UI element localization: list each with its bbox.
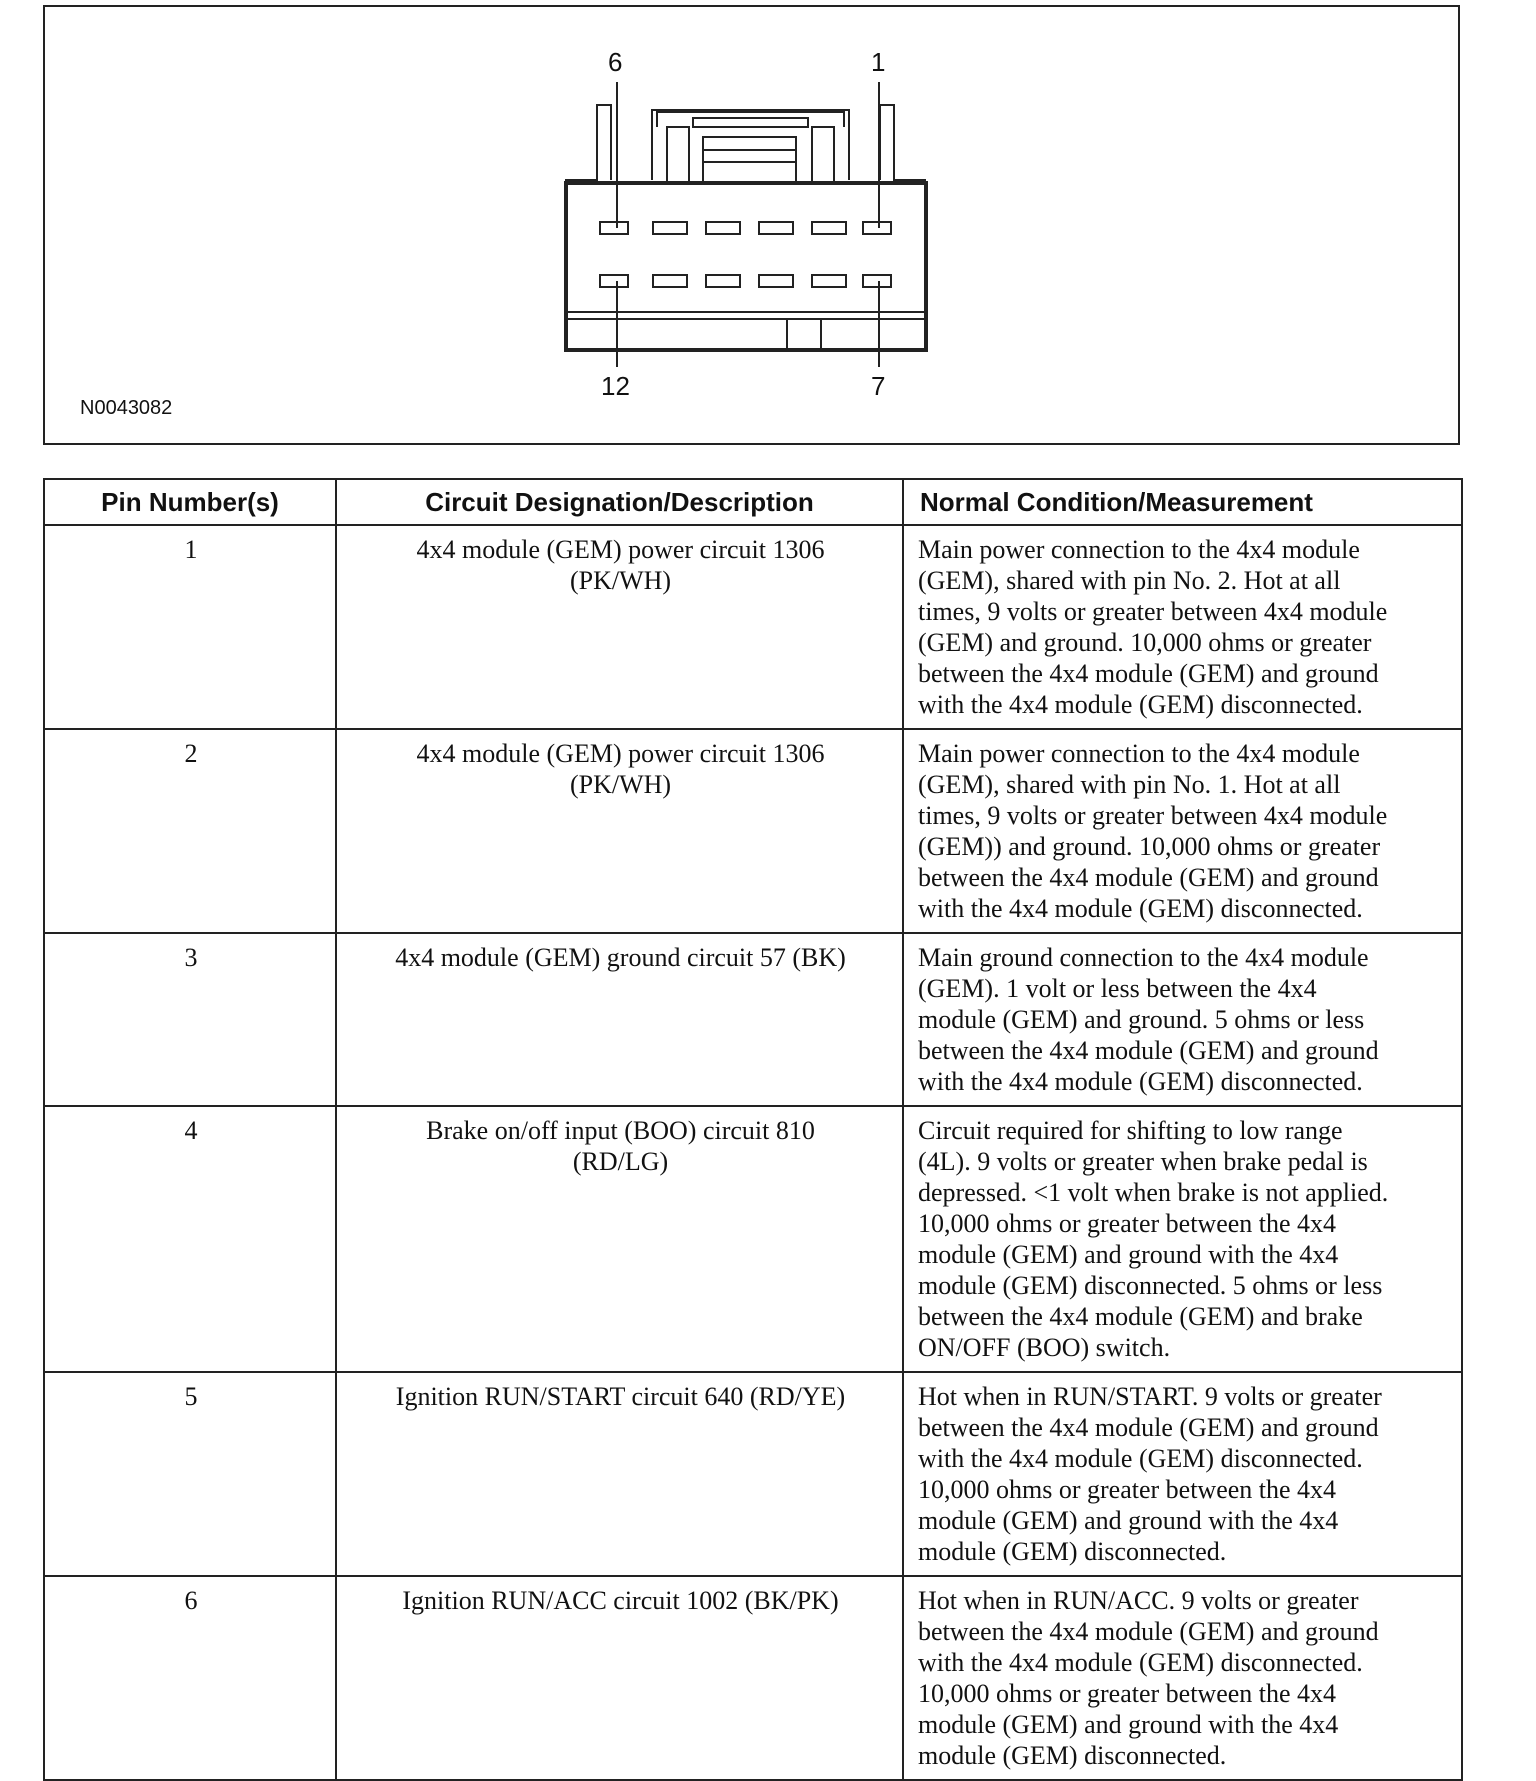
condition-measurement — [903, 1372, 1462, 1576]
condition-line: between the 4x4 module (GEM) and ground — [918, 1617, 1379, 1646]
condition-line: Main power connection to the 4x4 module — [918, 739, 1360, 768]
circuit-description — [336, 1576, 903, 1780]
header-condition: Normal Condition/Measurement — [903, 479, 1462, 525]
condition-line: with the 4x4 module (GEM) disconnected. — [918, 690, 1363, 719]
condition-line: 10,000 ohms or greater between the 4x4 — [918, 1679, 1337, 1708]
condition-line: with the 4x4 module (GEM) disconnected. — [918, 894, 1363, 923]
circuit-line: 4x4 module (GEM) power circuit 1306 — [416, 535, 825, 564]
condition-line: between the 4x4 module (GEM) and brake — [918, 1302, 1363, 1331]
condition-line: between the 4x4 module (GEM) and ground — [918, 1036, 1379, 1065]
table-row — [44, 1372, 1462, 1576]
connector-diagram — [45, 7, 1458, 443]
circuit-description — [336, 1372, 903, 1576]
condition-line: (GEM) and ground. 10,000 ohms or greater — [918, 628, 1372, 657]
circuit-description — [336, 525, 903, 729]
condition-line: Main ground connection to the 4x4 module — [918, 943, 1369, 972]
table-row — [44, 525, 1462, 729]
condition-line: with the 4x4 module (GEM) disconnected. — [918, 1067, 1363, 1096]
circuit-description — [336, 933, 903, 1106]
circuit-description — [336, 1106, 903, 1372]
circuit-line: 4x4 module (GEM) power circuit 1306 — [416, 739, 825, 768]
pin-number: 1 — [44, 525, 336, 729]
condition-line: module (GEM) and ground. 5 ohms or less — [918, 1005, 1365, 1034]
condition-measurement — [903, 933, 1462, 1106]
pin-label-7: 7 — [871, 371, 886, 401]
condition-measurement — [903, 729, 1462, 933]
condition-line: times, 9 volts or greater between 4x4 module — [918, 801, 1388, 830]
circuit-line: Ignition RUN/ACC circuit 1002 (BK/PK) — [402, 1586, 839, 1615]
pin-number: 2 — [44, 729, 336, 933]
condition-line: module (GEM) disconnected. — [918, 1741, 1227, 1770]
pin-number: 4 — [44, 1106, 336, 1372]
circuit-line: (RD/LG) — [572, 1147, 669, 1176]
condition-line: between the 4x4 module (GEM) and ground — [918, 659, 1379, 688]
circuit-line: Ignition RUN/START circuit 640 (RD/YE) — [395, 1382, 846, 1411]
condition-line: (GEM), shared with pin No. 1. Hot at all — [918, 770, 1341, 799]
condition-line: module (GEM) and ground with the 4x4 — [918, 1240, 1339, 1269]
condition-line: Hot when in RUN/ACC. 9 volts or greater — [918, 1586, 1359, 1615]
terminal-cavities — [600, 222, 891, 287]
condition-line: Circuit required for shifting to low range — [918, 1116, 1343, 1145]
connector-body — [564, 105, 927, 351]
table-row — [44, 1106, 1462, 1372]
condition-line: module (GEM) and ground with the 4x4 — [918, 1710, 1339, 1739]
table-header-row — [44, 479, 1462, 525]
circuit-description — [336, 729, 903, 933]
circuit-line: (PK/WH) — [569, 770, 672, 799]
pin-label-1: 1 — [871, 47, 886, 77]
condition-line: 10,000 ohms or greater between the 4x4 — [918, 1209, 1337, 1238]
condition-line: module (GEM) disconnected. 5 ohms or less — [918, 1271, 1383, 1300]
circuit-line: Brake on/off input (BOO) circuit 810 — [426, 1116, 815, 1145]
condition-line: depressed. <1 volt when brake is not applied. — [918, 1178, 1389, 1207]
circuit-line: 4x4 module (GEM) ground circuit 57 (BK) — [395, 943, 846, 972]
condition-line: ON/OFF (BOO) switch. — [918, 1333, 1171, 1362]
table-row — [44, 729, 1462, 933]
condition-line: with the 4x4 module (GEM) disconnected. — [918, 1648, 1363, 1677]
condition-line: between the 4x4 module (GEM) and ground — [918, 863, 1379, 892]
header-pin-numbers: Pin Number(s) — [44, 479, 336, 525]
condition-line: (GEM), shared with pin No. 2. Hot at all — [918, 566, 1341, 595]
condition-line: Hot when in RUN/START. 9 volts or greater — [918, 1382, 1382, 1411]
condition-line: between the 4x4 module (GEM) and ground — [918, 1413, 1379, 1442]
condition-line: (GEM)) and ground. 10,000 ohms or greater — [918, 832, 1381, 861]
connector-figure — [43, 5, 1460, 445]
figure-id: N0043082 — [80, 397, 173, 419]
pin-number: 3 — [44, 933, 336, 1106]
header-circuit: Circuit Designation/Description — [336, 479, 903, 525]
pin-number: 5 — [44, 1372, 336, 1576]
condition-measurement — [903, 525, 1462, 729]
condition-line: module (GEM) disconnected. — [918, 1537, 1227, 1566]
circuit-line: (PK/WH) — [569, 566, 672, 595]
condition-measurement — [903, 1576, 1462, 1780]
table-row — [44, 933, 1462, 1106]
condition-line: 10,000 ohms or greater between the 4x4 — [918, 1475, 1337, 1504]
condition-measurement — [903, 1106, 1462, 1372]
pin-label-6: 6 — [608, 47, 623, 77]
condition-line: with the 4x4 module (GEM) disconnected. — [918, 1444, 1363, 1473]
pin-number: 6 — [44, 1576, 336, 1780]
pin-table — [43, 478, 1463, 1781]
condition-line: times, 9 volts or greater between 4x4 module — [918, 597, 1388, 626]
condition-line: (GEM). 1 volt or less between the 4x4 — [918, 974, 1317, 1003]
pin-label-12: 12 — [601, 371, 630, 401]
condition-line: (4L). 9 volts or greater when brake pedal is — [918, 1147, 1368, 1176]
table-row — [44, 1576, 1462, 1780]
condition-line: Main power connection to the 4x4 module — [918, 535, 1360, 564]
condition-line: module (GEM) and ground with the 4x4 — [918, 1506, 1339, 1535]
